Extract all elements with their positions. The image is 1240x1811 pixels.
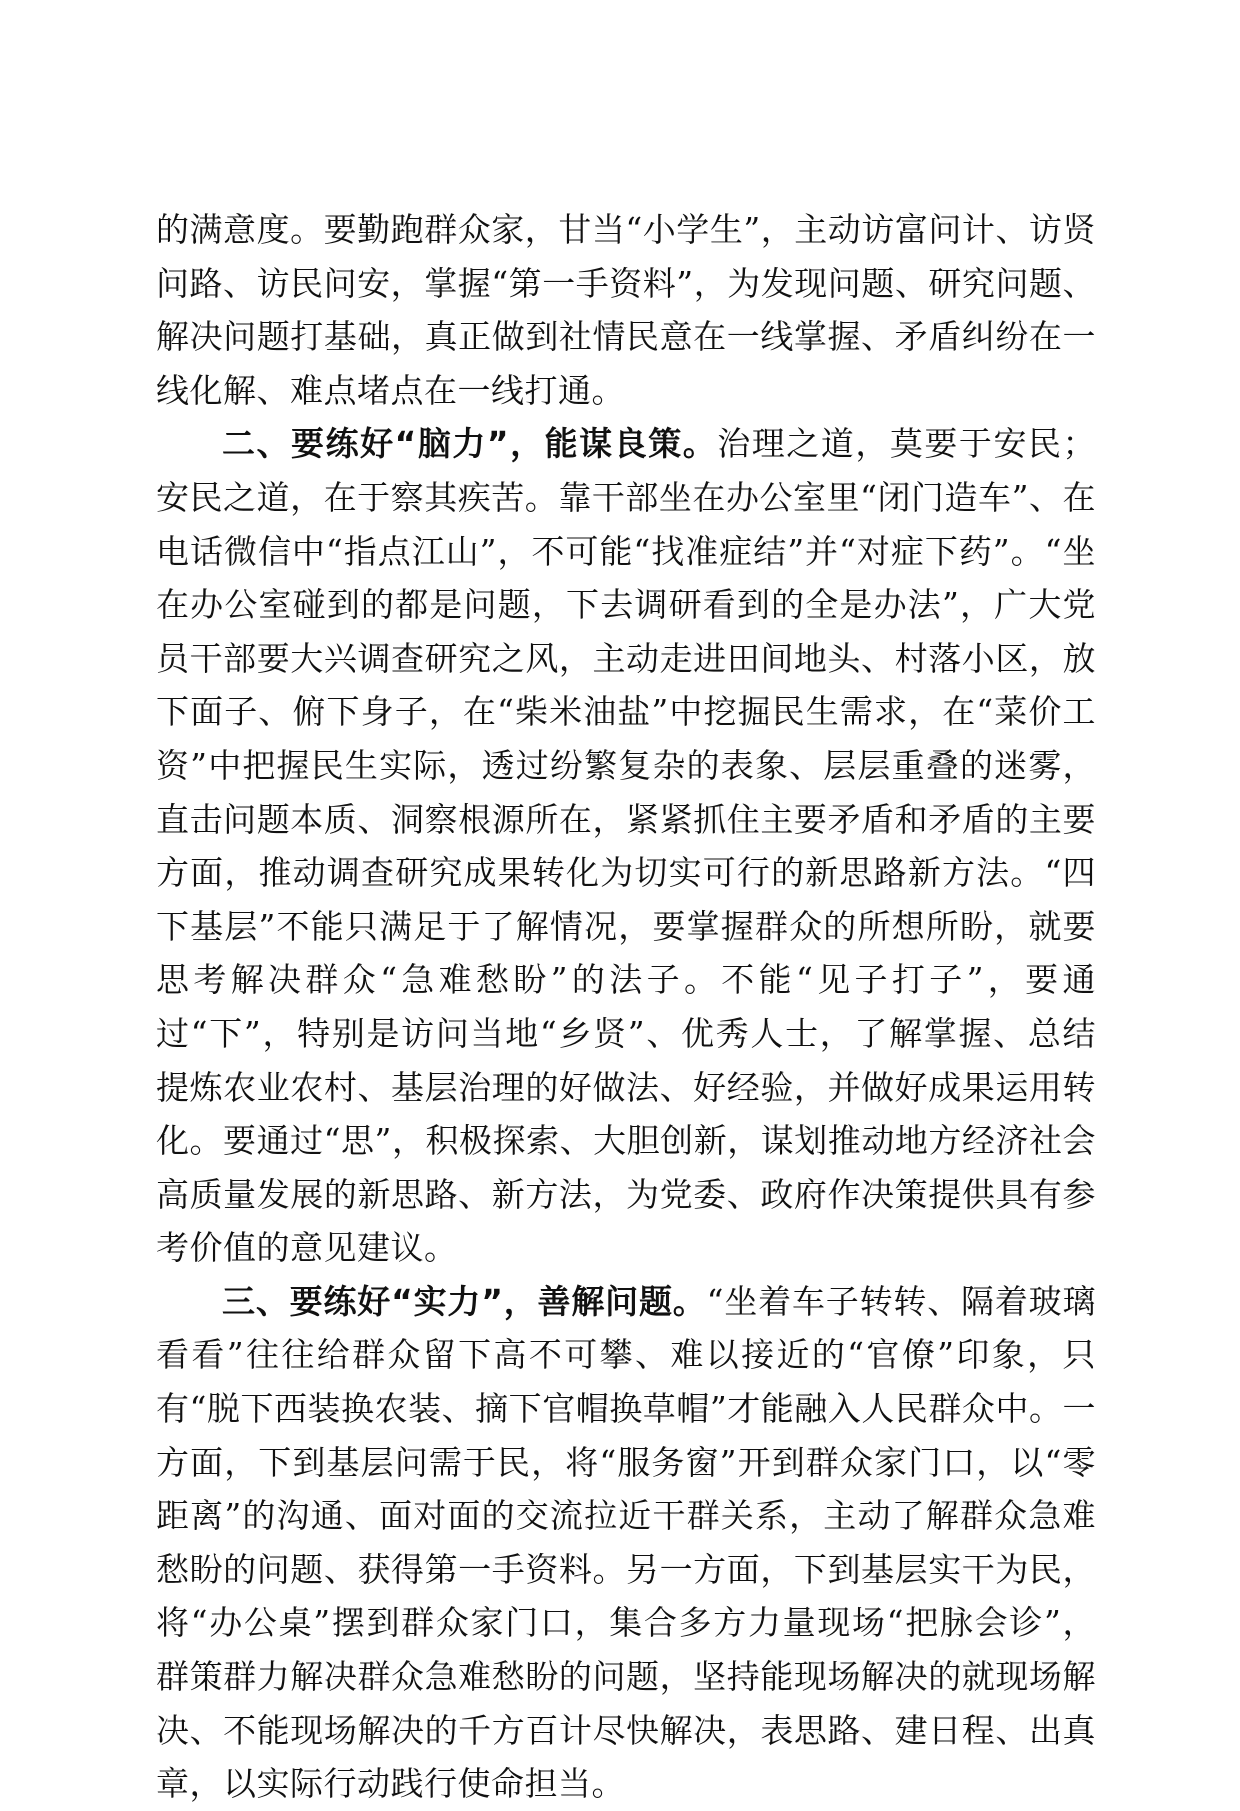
paragraph-text: 治理之道，莫要于安民；安民之道，在于察其疾苦。靠干部坐在办公室里“闭门造车”、在电话微信中“指点江山”，不可能“找准症结”并“对症下药”。“坐在办公室碰到的都是问题，下去调研看到的全是办法”，广大党员干部要大兴调查研究之风，主动走进田间地头、村落小区，放下面子、俯下身子，在“柴米油盐”中挖掘民生需求，在“菜价工资”中把握民生实际，透过纷繁复杂的表象、层层重叠的迷雾，直击问题本质、洞察根源所在，紧紧抓住主要矛盾和矛盾的主要方面，推动调查研究成果转化为切实可行的新思路新方法。“四下基层”不能只满足于了解情况，要掌握群众的所想所盼，就要思考解决群众“急难愁盼”的法子。不能“见子打子”，要通过“下”，特别是访问当地“乡贤”、优秀人士，了解掌握、总结提炼农业农村、基层治理的好做法、好经验，并做好成果运用转化。要通过“思”，积极探索、大胆创新，谋划推动地方经济社会高质量发展的新思路、新方法，为党委、政府作决策提供具有参考价值的意见建议。: [156, 424, 1096, 1268]
document-body: [156, 203, 1096, 1811]
paragraph-text: 的满意度。要勤跑群众家，甘当“小学生”，主动访富问计、访贤问路、访民问安，掌握“第一手资料”，为发现问题、研究问题、解决问题打基础，真正做到社情民意在一线掌握、矛盾纠纷在一线化解、难点堵点在一线打通。: [156, 210, 1096, 410]
paragraph-continuation: [156, 203, 1096, 417]
paragraph-section-two: [156, 417, 1096, 1275]
section-heading-two: 二、要练好“脑力”，能谋良策。: [222, 424, 718, 464]
paragraph-section-three: [156, 1275, 1096, 1811]
paragraph-text: “坐着车子转转、隔着玻璃看看”往往给群众留下高不可攀、难以接近的“官僚”印象，只有“脱下西装换农装、摘下官帽换草帽”才能融入人民群众中。一方面，下到基层问需于民，将“服务窗”开到群众家门口，以“零距离”的沟通、面对面的交流拉近干群关系，主动了解群众急难愁盼的问题、获得第一手资料。另一方面，下到基层实干为民，将“办公桌”摆到群众家门口，集合多方力量现场“把脉会诊”，群策群力解决群众急难愁盼的问题，坚持能现场解决的就现场解决、不能现场解决的千方百计尽快解决，表思路、建日程、出真章，以实际行动践行使命担当。: [156, 1281, 1096, 1804]
section-heading-three: 三、要练好“实力”，善解问题。: [222, 1281, 707, 1321]
